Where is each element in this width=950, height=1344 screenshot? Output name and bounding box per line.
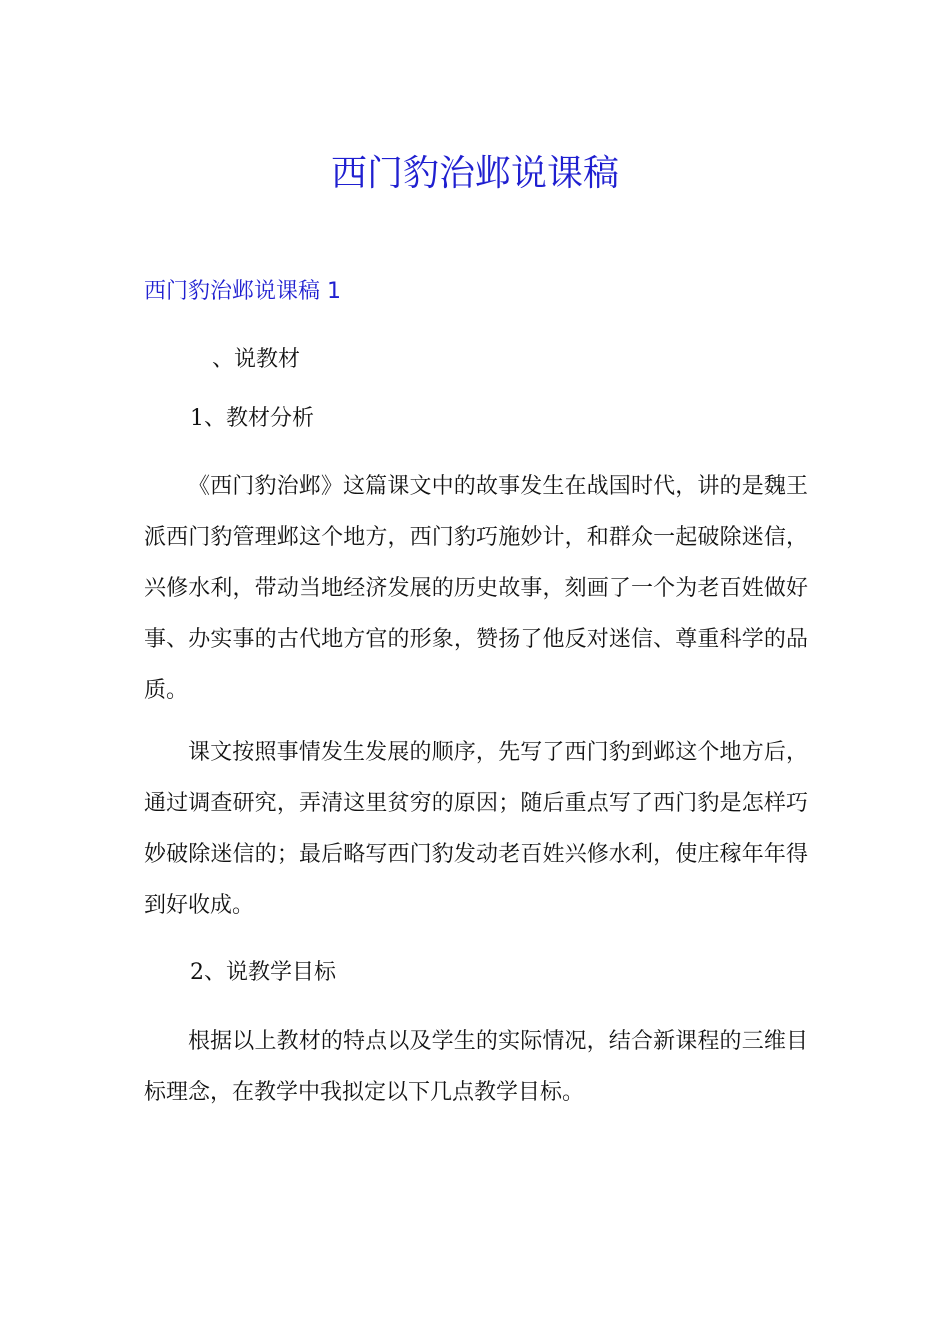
paragraph-goals-intro: 根据以上教材的特点以及学生的实际情况，结合新课程的三维目标理念，在教学中我拟定以下几点教学目标。 [144,1029,808,1105]
item-teaching-goals: 2、说教学目标 [190,960,336,985]
item-material-analysis: 1、教材分析 [190,406,314,431]
item-explain-material: 、说教材 [212,347,301,372]
section-heading: 西门豹治邺说课稿 1 [144,279,341,304]
document-title: 西门豹治邺说课稿 [330,153,619,194]
paragraph-story-summary: 《西门豹治邺》这篇课文中的故事发生在战国时代，讲的是魏王派西门豹管理邺这个地方，西门豹巧施妙计，和群众一起破除迷信，兴修水利，带动当地经济发展的历史故事，刻画了一个为老百姓做好事、办实事的古代地方官的形象，赞扬了他反对迷信、尊重科学的品质。 [144,474,808,703]
paragraph-text-structure: 课文按照事情发生发展的顺序，先写了西门豹到邺这个地方后，通过调查研究，弄清这里贫穷的原因；随后重点写了西门豹是怎样巧妙破除迷信的；最后略写西门豹发动老百姓兴修水利，使庄稼年年得到好收成。 [144,740,808,918]
